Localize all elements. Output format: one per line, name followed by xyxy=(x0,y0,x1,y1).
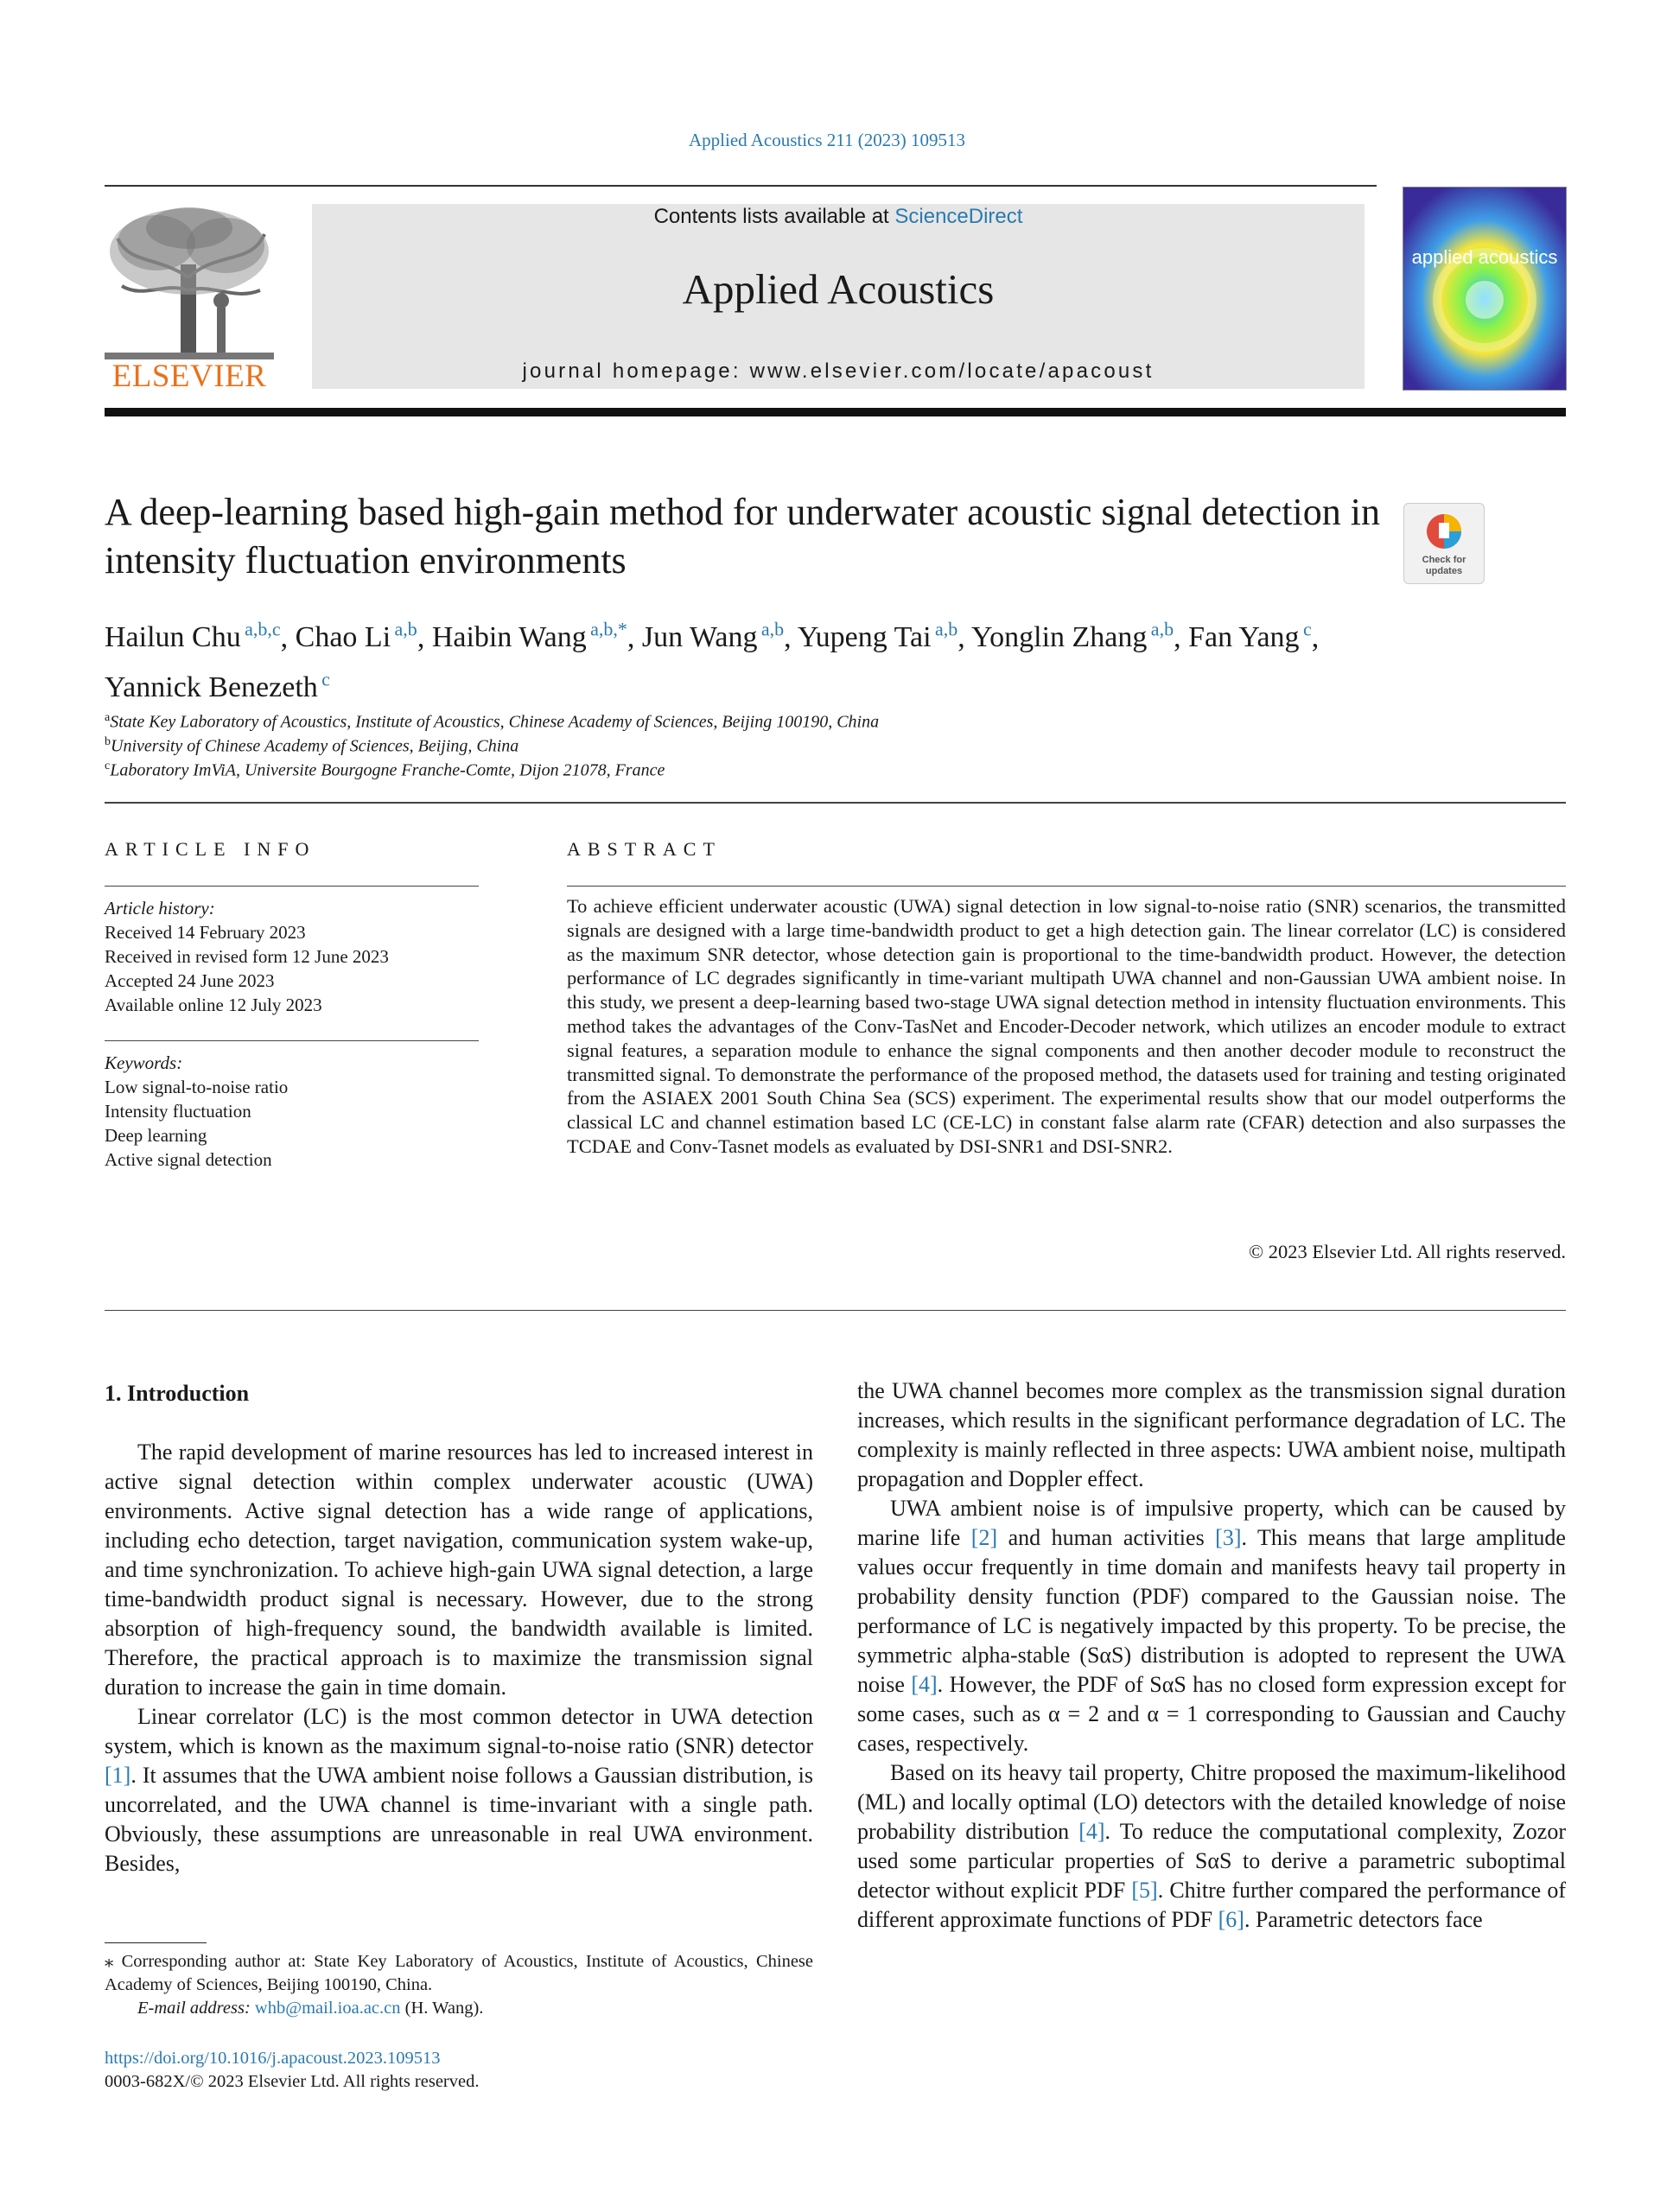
doi-link[interactable]: https://doi.org/10.1016/j.apacoust.2023.109513 xyxy=(105,2049,441,2068)
issn-copyright: 0003-682X/© 2023 Elsevier Ltd. All rights reserved. xyxy=(105,2072,480,2091)
author-affiliation-marker[interactable]: c xyxy=(317,668,330,690)
keyword: Low signal-to-noise ratio xyxy=(105,1077,289,1097)
citation-link[interactable]: [5] xyxy=(1131,1878,1158,1903)
journal-citation[interactable]: Applied Acoustics 211 (2023) 109513 xyxy=(688,130,966,150)
section-heading-introduction: 1. Introduction xyxy=(105,1381,250,1406)
keyword: Deep learning xyxy=(105,1125,207,1146)
abstract-heading: ABSTRACT xyxy=(567,838,722,860)
journal-title: Applied Acoustics xyxy=(682,265,995,313)
history-revised: Received in revised form 12 June 2023 xyxy=(105,946,389,967)
author-affiliation-marker[interactable]: c xyxy=(1299,619,1312,640)
citation-link[interactable]: [1] xyxy=(105,1763,131,1788)
citation-link[interactable]: [4] xyxy=(911,1672,938,1697)
article-info-divider xyxy=(105,886,479,887)
citation-link[interactable]: [2] xyxy=(970,1525,998,1550)
footnote-divider xyxy=(105,1942,207,1943)
body-paragraph: the UWA channel becomes more complex as the transmission signal duration increases, which results in the significant performance degradation of LC. The complexity is mainly reflected in three aspects: UWA ambient noise, multipath propagation and Doppler effect. xyxy=(857,1378,1566,1491)
author-name[interactable]: Haibin Wang $^{a,b,*}$ xyxy=(431,619,627,654)
body-paragraph: UWA ambient noise is of impulsive property, which can be caused by marine life [2] and human activities [3]. This means that large amplitude values occur frequently in time domain and manifests heavy tail property in probability density function (PDF) compared to the Gaussian noise. The performance of LC is negatively impacted by this property. To be precise, the symmetric alpha-stable (SαS) distribution is adopted to represent the UWA noise [4]. However, the PDF of SαS has no closed form expression except for some cases, such as α = 2 and α = 1 corresponding to Gaussian and Cauchy cases, respectively. xyxy=(857,1496,1566,1756)
paper-title: A deep-learning based high-gain method for underwater acoustic signal detection in intensity fluctuation environments xyxy=(105,491,1380,582)
body-paragraph: The rapid development of marine resources has led to increased interest in active signal detection within complex underwater acoustic (UWA) environments. Active signal detection has a wide range of applications, including echo detection, target navigation, communication system wake-up, and time synchronization. To achieve high-gain UWA signal detection, a large time-bandwidth product signal is necessary. However, due to the strong absorption of high-frequency sound, the bandwidth available is limited. Therefore, the practical approach is to maximize the transmission signal duration to increase the gain in time domain. xyxy=(105,1440,813,1700)
author-affiliation-marker[interactable]: a,b xyxy=(931,619,958,640)
sciencedirect-link[interactable]: ScienceDirect xyxy=(894,205,1023,228)
history-online: Available online 12 July 2023 xyxy=(105,995,322,1015)
header-thick-divider xyxy=(105,408,1566,416)
abstract-divider xyxy=(567,886,1566,887)
contents-line xyxy=(312,205,1365,229)
keywords-divider xyxy=(105,1040,479,1041)
check-updates-line2: updates xyxy=(1425,566,1463,576)
history-label: Article history: xyxy=(105,898,215,918)
author-name[interactable]: Jun Wang $^{a,b}$ xyxy=(641,619,785,654)
author-affiliation-marker[interactable]: a,b xyxy=(391,619,417,640)
author-name[interactable]: Hailun Chu $^{a,b,c}$ xyxy=(105,619,281,654)
tree-icon xyxy=(105,204,274,359)
author-affiliation-marker[interactable]: a,b,* xyxy=(586,619,627,640)
email-link[interactable]: whb@mail.ioa.ac.cn xyxy=(254,1999,401,2018)
history-received: Received 14 February 2023 xyxy=(105,922,306,943)
author-name[interactable]: Yannick Benezeth $^c$ xyxy=(105,668,330,703)
history-accepted: Accepted 24 June 2023 xyxy=(105,970,275,991)
body-right-column xyxy=(857,1376,1566,1935)
author-name[interactable]: Yupeng Tai $^{a,b}$ xyxy=(797,619,958,654)
corresponding-author-footnote xyxy=(105,1950,813,2020)
abstract-text: To achieve efficient underwater acoustic (UWA) signal detection in low signal-to-noise ratio (SNR) scenarios, the transmitted signals are designed with a large time-bandwidth product to get a high detection gain. The linear correlator (LC) is considered as the maximum SNR detector, whose detection gain is proportional to the time-bandwidth product. However, the detection performance of LC degrades significantly in time-variant multipath UWA channel and non-Gaussian UWA ambient noise. In this study, we present a deep-learning based two-stage UWA signal detection method in intensity fluctuation environments. This method takes the advantages of the Conv-TasNet and Encoder-Decoder network, which utilizes an encoder module to extract signal features, a separation module to enhance the signal components and then another decoder module to reconstruct the transmitted signal. To demonstrate the performance of the proposed method, the datasets used for training and testing originated from the ASIAEX 2001 South China Sea (SCS) experiment. The experimental results show that our model outperforms the classical LC and channel estimation based LC (CE-LC) in constant false alarm rate (CFAR) detection and also surpasses the TCDAE and Conv-Tasnet models as evaluated by DSI-SNR1 and DSI-SNR2. xyxy=(567,895,1566,1157)
keyword: Active signal detection xyxy=(105,1149,272,1170)
journal-homepage[interactable]: journal homepage: www.elsevier.com/locate/apacoust xyxy=(522,359,1155,383)
cover-title: applied acoustics xyxy=(1411,246,1558,268)
email-line xyxy=(105,1997,813,2020)
top-divider xyxy=(105,185,1377,187)
keywords-block xyxy=(105,1051,479,1172)
affiliation-divider xyxy=(105,802,1566,804)
check-for-updates-badge[interactable] xyxy=(1403,503,1485,584)
author-name[interactable]: Chao Li $^{a,b}$ xyxy=(295,619,417,654)
contents-prefix: Contents lists available at xyxy=(653,205,895,228)
affiliation-c: $^c$Laboratory ImViA, Universite Bourgogne Franche-Comte, Dijon 21078, France xyxy=(105,760,665,780)
author-name[interactable]: Fan Yang $^c$ xyxy=(1188,619,1312,654)
author-affiliation-marker[interactable]: a,b xyxy=(757,619,785,640)
journal-cover-thumbnail[interactable] xyxy=(1403,187,1567,391)
citation-link[interactable]: [4] xyxy=(1078,1819,1105,1844)
keyword: Intensity fluctuation xyxy=(105,1101,251,1122)
abstract-copyright: © 2023 Elsevier Ltd. All rights reserved. xyxy=(1248,1241,1566,1262)
author-name[interactable]: Yonglin Zhang $^{a,b}$ xyxy=(971,619,1174,654)
article-history xyxy=(105,896,479,1017)
affiliation-a: $^a$State Key Laboratory of Acoustics, Institute of Acoustics, Chinese Academy of Sciences, Beijing 100190, China xyxy=(105,711,880,732)
article-info-heading: ARTICLE INFO xyxy=(105,838,316,860)
author-affiliation-marker[interactable]: a,b xyxy=(1147,619,1174,640)
body-left-column xyxy=(105,1379,813,1878)
keywords-label: Keywords: xyxy=(105,1052,183,1073)
email-label: E-mail address: xyxy=(137,1999,251,2018)
author-affiliation-marker[interactable]: a,b,c xyxy=(240,619,281,640)
corresponding-author-note: ⁎ Corresponding author at: State Key Laboratory of Acoustics, Institute of Acoustics, Chinese Academy of Sciences, Beijing 100190, China. xyxy=(105,1952,813,1994)
affiliation-b: $^b$University of Chinese Academy of Sciences, Beijing, China xyxy=(105,735,519,756)
citation-link[interactable]: [6] xyxy=(1218,1907,1244,1932)
body-paragraph: Based on its heavy tail property, Chitre proposed the maximum-likelihood (ML) and locally optimal (LO) detectors with the detailed knowledge of noise probability distribution [4]. To reduce the computational complexity, Zozor used some particular properties of SαS to derive a parametric suboptimal detector without explicit PDF [5]. Chitre further compared the performance of different approximate functions of PDF [6]. Parametric detectors face xyxy=(857,1760,1566,1932)
body-paragraph: Linear correlator (LC) is the most common detector in UWA detection system, which is known as the maximum signal-to-noise ratio (SNR) detector [1]. It assumes that the UWA ambient noise follows a Gaussian distribution, is uncorrelated, and the UWA channel is time-invariant with a single path. Obviously, these assumptions are unreasonable in real UWA environment. Besides, xyxy=(105,1704,813,1876)
abstract-end-divider xyxy=(105,1310,1566,1311)
elsevier-wordmark: ELSEVIER xyxy=(111,359,267,394)
author-list: Hailun Chu $^{a,b,c}$, Chao Li $^{a,b}$, Haibin Wang $^{a,b,*}$, Jun Wang $^{a,b}$, Yupeng Tai $^{a,b}$, Yonglin Zhang $^{a,b}$, Fan Yang $^c$, Yannick Benezeth $^c$ xyxy=(105,619,1320,703)
citation-link[interactable]: [3] xyxy=(1215,1525,1242,1550)
email-suffix: (H. Wang). xyxy=(404,1999,484,2018)
check-updates-line1: Check for xyxy=(1422,555,1466,565)
